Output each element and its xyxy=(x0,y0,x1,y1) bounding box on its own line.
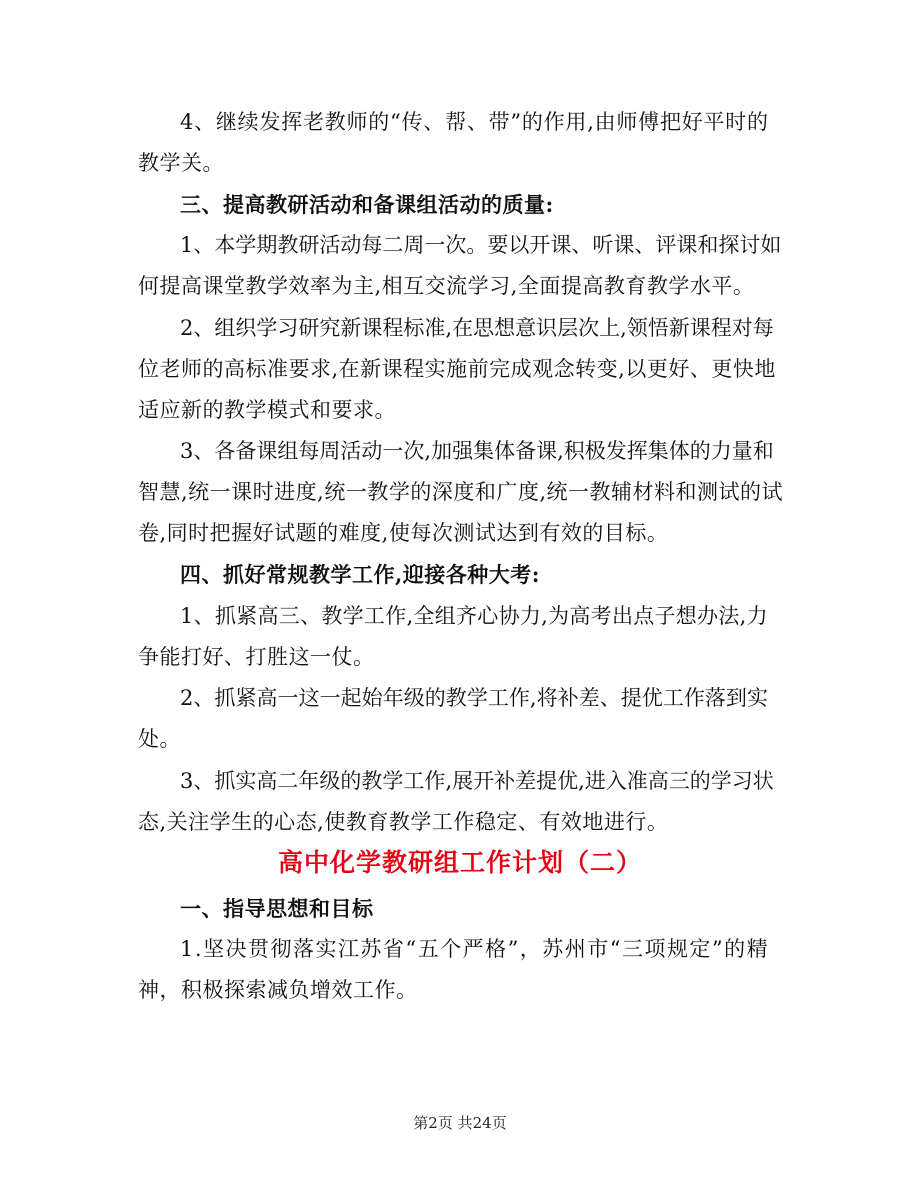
char-glyph: 一 xyxy=(319,686,341,710)
char-glyph: 周 xyxy=(319,439,341,463)
paragraph-3-3-line-1-text xyxy=(180,439,774,463)
char-glyph: 一 xyxy=(277,686,299,710)
char-glyph: 规 xyxy=(666,937,688,961)
char-glyph: 以 xyxy=(508,233,530,257)
char-glyph: 力 xyxy=(746,604,768,628)
char-glyph: 教 xyxy=(321,604,343,628)
char-glyph: 江 xyxy=(337,937,359,961)
char-glyph: 格 xyxy=(485,937,507,961)
char-glyph: 提 xyxy=(536,769,558,793)
char-glyph: 继 xyxy=(215,110,237,134)
char-glyph: 年 xyxy=(382,686,404,710)
char-glyph: 的 xyxy=(747,110,768,134)
paragraph-4-line-1 xyxy=(180,112,768,133)
heading-section-3: 三、提高教研活动和备课组活动的质量: xyxy=(180,192,554,217)
char-glyph: 对 xyxy=(731,316,753,340)
char-glyph: 备 xyxy=(515,439,537,463)
char-glyph: 子 xyxy=(654,604,676,628)
char-glyph: 组 xyxy=(214,316,236,340)
paragraph-3-1-line-2: 何提高课堂教学效率为主,相互交流学习,全面提高教育教学水平。 xyxy=(138,274,755,298)
char-glyph: 研 xyxy=(298,233,320,257)
char-glyph: 工 xyxy=(662,686,684,710)
char-glyph: , xyxy=(424,439,432,463)
char-glyph: 进 xyxy=(584,769,606,793)
char-glyph: 、 xyxy=(193,604,215,628)
char-glyph: 苏 xyxy=(542,937,564,961)
char-glyph: 时 xyxy=(725,110,747,134)
char-glyph: , xyxy=(445,316,453,340)
char-glyph: 傅 xyxy=(638,110,660,134)
char-glyph: 帮 xyxy=(445,110,467,134)
char-glyph: , xyxy=(529,686,537,710)
char-glyph: 标 xyxy=(403,316,425,340)
char-glyph: 、 xyxy=(634,233,656,257)
paragraph-3-2-line-1 xyxy=(180,316,774,340)
paragraph-3-1-line-1 xyxy=(180,233,782,257)
char-glyph: 抓 xyxy=(214,686,236,710)
char-glyph: 作 xyxy=(424,769,446,793)
char-glyph: 各 xyxy=(214,439,236,463)
char-glyph: 动 xyxy=(340,233,362,257)
char-glyph: 3 xyxy=(180,769,194,793)
char-glyph: 量 xyxy=(731,439,753,463)
char-glyph: 始 xyxy=(361,686,383,710)
char-glyph: 和 xyxy=(697,233,719,257)
char-glyph: 每 xyxy=(361,233,383,257)
char-glyph: 加 xyxy=(431,439,453,463)
char-glyph: 组 xyxy=(434,604,456,628)
char-glyph: 办 xyxy=(697,604,719,628)
char-glyph: 工 xyxy=(363,604,385,628)
char-glyph: 的 xyxy=(689,439,711,463)
char-glyph: 习 xyxy=(277,316,299,340)
char-glyph: 集 xyxy=(647,439,669,463)
char-glyph: 体 xyxy=(494,439,516,463)
char-glyph: 落 xyxy=(704,686,726,710)
char-glyph: 教 xyxy=(445,686,467,710)
char-glyph: 严 xyxy=(462,937,484,961)
char-glyph: 集 xyxy=(473,439,495,463)
char-glyph: 新 xyxy=(340,316,362,340)
char-glyph: 工 xyxy=(487,686,509,710)
char-glyph: 准 xyxy=(424,316,446,340)
char-glyph: 组 xyxy=(277,439,299,463)
char-glyph: 研 xyxy=(298,316,320,340)
char-glyph: 究 xyxy=(319,316,341,340)
char-glyph: 、 xyxy=(193,769,215,793)
paragraph-3-3-line-3: 卷,同时把握好试题的难度,使每次测试达到有效的目标。 xyxy=(138,521,669,545)
char-glyph: 项 xyxy=(644,937,666,961)
char-glyph: 学 xyxy=(466,686,488,710)
char-glyph: . xyxy=(194,937,202,961)
char-glyph: 探 xyxy=(718,233,740,257)
char-glyph: 发 xyxy=(605,439,627,463)
paragraph-guiding-1-line-1-text xyxy=(180,939,768,960)
char-glyph: , xyxy=(445,769,453,793)
char-glyph: 作 xyxy=(683,686,705,710)
char-glyph: 意 xyxy=(515,316,537,340)
char-glyph: 教 xyxy=(361,769,383,793)
char-glyph: 4 xyxy=(180,110,194,134)
char-glyph: 作 xyxy=(508,686,530,710)
char-glyph: 的 xyxy=(521,110,543,134)
char-glyph: 实 xyxy=(746,686,768,710)
char-glyph: 、 xyxy=(193,686,215,710)
paragraph-4-3-line-1 xyxy=(180,769,774,793)
char-glyph: 高 xyxy=(257,604,279,628)
char-glyph: 起 xyxy=(340,686,362,710)
paragraph-4-2-line-1 xyxy=(180,688,768,709)
char-glyph: 齐 xyxy=(456,604,477,628)
char-glyph: 次 xyxy=(578,316,600,340)
char-glyph: 级 xyxy=(319,769,341,793)
char-glyph: 二 xyxy=(277,769,299,793)
char-glyph: 考 xyxy=(590,604,612,628)
char-glyph: 、 xyxy=(599,686,621,710)
char-glyph: 、 xyxy=(193,316,215,340)
char-glyph: 、 xyxy=(423,110,445,134)
paragraph-4-1-line-1 xyxy=(180,606,768,627)
char-glyph: 、 xyxy=(571,233,593,257)
char-glyph: 听 xyxy=(592,233,614,257)
char-glyph: 、 xyxy=(466,110,488,134)
char-glyph: 工 xyxy=(403,769,425,793)
char-glyph: ” xyxy=(510,110,522,134)
char-glyph: 讨 xyxy=(739,233,761,257)
paragraph-4-2-line-1-text xyxy=(180,688,768,709)
char-glyph: 高 xyxy=(569,604,591,628)
char-glyph: , xyxy=(557,439,564,463)
char-glyph: 落 xyxy=(292,937,314,961)
char-glyph: 实 xyxy=(315,937,337,961)
char-glyph: 课 xyxy=(613,233,635,257)
char-glyph: 期 xyxy=(256,233,278,257)
char-glyph: 课 xyxy=(676,233,698,257)
char-glyph: 1 xyxy=(180,604,194,628)
char-glyph: 一 xyxy=(382,439,404,463)
char-glyph: 抓 xyxy=(214,769,236,793)
char-glyph: 老 xyxy=(302,110,324,134)
char-glyph: 坚 xyxy=(203,937,225,961)
char-glyph: 、 xyxy=(194,110,216,134)
char-glyph: 心 xyxy=(477,604,499,628)
char-glyph: 活 xyxy=(319,233,341,257)
char-glyph: 一 xyxy=(424,233,446,257)
char-glyph: 挥 xyxy=(626,439,648,463)
char-glyph: ” xyxy=(711,937,723,961)
char-glyph: 习 xyxy=(731,769,753,793)
char-glyph: 程 xyxy=(710,316,732,340)
paragraph-3-2-line-2: 位老师的高标准要求,在新课程实施前完成观念转变,以更好、更快地 xyxy=(138,357,776,381)
heading-guiding-ideology: 一、指导思想和目标 xyxy=(180,896,374,921)
char-glyph: 领 xyxy=(626,316,648,340)
char-glyph: 力 xyxy=(710,439,732,463)
char-glyph: 展 xyxy=(452,769,474,793)
char-glyph: 的 xyxy=(368,110,390,134)
char-glyph: 高 xyxy=(256,769,278,793)
char-glyph: 识 xyxy=(536,316,558,340)
char-glyph: 的 xyxy=(340,769,362,793)
char-glyph: 3 xyxy=(180,439,194,463)
paragraph-4-2-line-2: 处。 xyxy=(138,727,181,751)
char-glyph: 学 xyxy=(382,769,404,793)
char-glyph: 二 xyxy=(382,233,404,257)
char-glyph: 在 xyxy=(452,316,474,340)
char-glyph: 要 xyxy=(487,233,509,257)
char-glyph: 每 xyxy=(752,316,774,340)
char-glyph: 的 xyxy=(424,686,446,710)
char-glyph: 为 xyxy=(548,604,570,628)
paragraph-4-line-1-text xyxy=(180,112,768,133)
char-glyph: 力 xyxy=(519,604,541,628)
char-glyph: 入 xyxy=(605,769,627,793)
char-glyph: 准 xyxy=(626,769,648,793)
paragraph-guiding-1-line-1 xyxy=(180,939,768,960)
char-glyph: 续 xyxy=(237,110,259,134)
char-glyph: , xyxy=(406,604,414,628)
page-number-footer: 第2页 共24页 xyxy=(413,1114,507,1132)
paragraph-3-3-line-1 xyxy=(180,439,774,463)
char-glyph: 作 xyxy=(543,110,565,134)
char-glyph: 积 xyxy=(563,439,585,463)
char-glyph: 作 xyxy=(385,604,407,628)
char-glyph: “ xyxy=(405,937,417,961)
char-glyph: 点 xyxy=(633,604,655,628)
char-glyph: 差 xyxy=(578,686,600,710)
char-glyph: 课 xyxy=(361,316,383,340)
char-glyph: 2 xyxy=(180,316,194,340)
char-glyph: 、 xyxy=(193,233,215,257)
char-glyph: 五 xyxy=(417,937,439,961)
char-glyph: 优 xyxy=(557,769,579,793)
char-glyph: 级 xyxy=(403,686,425,710)
char-glyph: 课 xyxy=(536,439,558,463)
char-glyph: 状 xyxy=(752,769,774,793)
char-glyph: , xyxy=(620,316,627,340)
char-glyph: 、 xyxy=(300,604,322,628)
char-glyph: 开 xyxy=(529,233,551,257)
char-glyph: 挥 xyxy=(281,110,303,134)
char-glyph: 开 xyxy=(473,769,495,793)
char-glyph: 层 xyxy=(557,316,579,340)
char-glyph: 把 xyxy=(659,110,681,134)
char-glyph: 课 xyxy=(256,439,278,463)
char-glyph: 思 xyxy=(473,316,495,340)
paragraph-4-line-2: 教学关。 xyxy=(138,151,224,175)
char-glyph: ， xyxy=(519,937,541,961)
char-glyph: 学 xyxy=(710,769,732,793)
char-glyph: 用 xyxy=(565,110,587,134)
heading-section-4: 四、抓好常规教学工作,迎接各种大考: xyxy=(180,562,541,587)
char-glyph: 1 xyxy=(180,233,194,257)
char-glyph: 精 xyxy=(746,937,768,961)
char-glyph: 每 xyxy=(298,439,320,463)
char-glyph: 由 xyxy=(594,110,616,134)
char-glyph: 周 xyxy=(403,233,425,257)
paragraph-3-2-line-3: 适应新的教学模式和要求。 xyxy=(138,398,396,422)
char-glyph: , xyxy=(739,604,747,628)
char-glyph: 三 xyxy=(278,604,300,628)
char-glyph: 。 xyxy=(466,233,488,257)
char-glyph: 次 xyxy=(445,233,467,257)
char-glyph: “ xyxy=(609,937,621,961)
char-glyph: 带 xyxy=(488,110,510,134)
char-glyph: 苏 xyxy=(360,937,382,961)
char-glyph: 彻 xyxy=(270,937,292,961)
char-glyph: “ xyxy=(390,110,401,134)
char-glyph: 高 xyxy=(647,769,669,793)
paragraph-3-1-line-1-text xyxy=(180,233,782,257)
char-glyph: 平 xyxy=(703,110,725,134)
char-glyph: 课 xyxy=(689,316,711,340)
char-glyph: 将 xyxy=(536,686,558,710)
char-glyph: , xyxy=(578,769,585,793)
char-glyph: 市 xyxy=(587,937,609,961)
paragraph-4-1-line-1-text xyxy=(180,606,768,627)
char-glyph: 州 xyxy=(564,937,586,961)
char-glyph: 传 xyxy=(401,110,423,134)
char-glyph: 三 xyxy=(668,769,690,793)
char-glyph: 新 xyxy=(668,316,690,340)
char-glyph: 的 xyxy=(689,769,711,793)
char-glyph: 备 xyxy=(235,439,257,463)
char-glyph: 、 xyxy=(193,439,215,463)
char-glyph: 高 xyxy=(256,686,278,710)
paragraph-4-3-line-2: 态,关注学生的心态,使教育教学工作稳定、有效地进行。 xyxy=(138,810,669,834)
char-glyph: 出 xyxy=(611,604,633,628)
char-glyph: 学 xyxy=(342,604,364,628)
paragraph-3-2-line-1-text xyxy=(180,316,774,340)
char-glyph: 和 xyxy=(752,439,774,463)
char-glyph: 如 xyxy=(760,233,782,257)
char-glyph: 的 xyxy=(724,937,746,961)
paragraph-4-3-line-1-text xyxy=(180,769,774,793)
char-glyph: 2 xyxy=(180,686,194,710)
paragraph-4-1-line-2: 争能打好、打胜这一仗。 xyxy=(138,645,375,669)
char-glyph: ” xyxy=(507,937,519,961)
char-glyph: 好 xyxy=(681,110,703,134)
char-glyph: 差 xyxy=(515,769,537,793)
char-glyph: 这 xyxy=(298,686,320,710)
char-glyph: 协 xyxy=(498,604,520,628)
char-glyph: 全 xyxy=(413,604,435,628)
char-glyph: 提 xyxy=(620,686,642,710)
char-glyph: , xyxy=(587,110,594,134)
char-glyph: 法 xyxy=(718,604,740,628)
char-glyph: 年 xyxy=(298,769,320,793)
char-glyph: 教 xyxy=(277,233,299,257)
char-glyph: 实 xyxy=(235,769,257,793)
char-glyph: 上 xyxy=(599,316,621,340)
char-glyph: 学 xyxy=(235,233,257,257)
char-glyph: 个 xyxy=(440,937,462,961)
char-glyph: 补 xyxy=(557,686,579,710)
char-glyph: 定 xyxy=(689,937,711,961)
char-glyph: 补 xyxy=(494,769,516,793)
char-glyph: 次 xyxy=(403,439,425,463)
char-glyph: 优 xyxy=(641,686,663,710)
char-glyph: 贯 xyxy=(248,937,269,961)
char-glyph: 1 xyxy=(180,937,194,961)
char-glyph: 织 xyxy=(235,316,257,340)
char-glyph: , xyxy=(541,604,548,628)
paragraph-3-3-line-2: 智慧,统一课时进度,统一教学的深度和广度,统一教辅材料和测试的试 xyxy=(138,480,784,504)
char-glyph: 决 xyxy=(225,937,247,961)
char-glyph: 本 xyxy=(214,233,236,257)
char-glyph: 省 xyxy=(382,937,404,961)
char-glyph: 悟 xyxy=(647,316,669,340)
char-glyph: 评 xyxy=(655,233,677,257)
paragraph-guiding-1-line-2: 神，积极探索减负增效工作。 xyxy=(138,978,418,1002)
char-glyph: 活 xyxy=(340,439,362,463)
section-title: 高中化学教研组工作计划（二） xyxy=(277,848,642,877)
char-glyph: 想 xyxy=(494,316,516,340)
char-glyph: 教 xyxy=(324,110,346,134)
char-glyph: 极 xyxy=(584,439,606,463)
char-glyph: 到 xyxy=(725,686,747,710)
char-glyph: 学 xyxy=(256,316,278,340)
char-glyph: 紧 xyxy=(235,686,257,710)
char-glyph: 三 xyxy=(621,937,643,961)
char-glyph: 课 xyxy=(550,233,572,257)
char-glyph: 体 xyxy=(668,439,690,463)
char-glyph: 发 xyxy=(259,110,281,134)
char-glyph: 师 xyxy=(346,110,368,134)
char-glyph: 程 xyxy=(382,316,404,340)
char-glyph: 抓 xyxy=(214,604,236,628)
char-glyph: 师 xyxy=(616,110,638,134)
char-glyph: 紧 xyxy=(236,604,258,628)
char-glyph: 动 xyxy=(361,439,383,463)
char-glyph: 强 xyxy=(452,439,474,463)
char-glyph: 想 xyxy=(675,604,697,628)
